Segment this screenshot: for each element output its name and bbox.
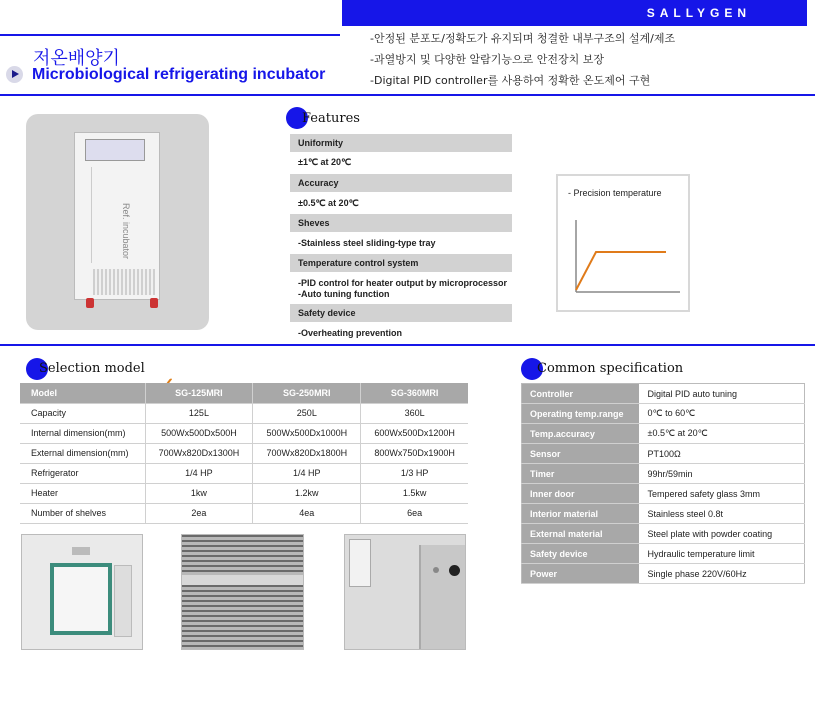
spec-key: Power	[522, 564, 639, 584]
spec-key: Sensor	[522, 444, 639, 464]
table-header: SG-125MRI	[145, 383, 253, 403]
table-cell: 1/3 HP	[361, 463, 468, 483]
table-header: SG-360MRI	[361, 383, 468, 403]
table-cell: Number of shelves	[20, 503, 145, 523]
divider-middle	[0, 344, 815, 346]
spec-value: Steel plate with powder coating	[639, 524, 805, 544]
table-cell: 500Wx500Dx1000H	[253, 423, 361, 443]
spec-key: Safety device	[522, 544, 639, 564]
table-row	[522, 464, 805, 484]
wheel-icon	[150, 298, 158, 308]
table-cell: 1.5kw	[361, 483, 468, 503]
title-korean: 저온배양기	[33, 48, 120, 69]
common-title: Common specification	[537, 361, 684, 376]
table-header: SG-250MRI	[253, 383, 361, 403]
feature-value: ±1℃ at 20℃	[298, 157, 352, 167]
feature-value: -Stainless steel sliding-type tray	[298, 238, 436, 248]
table-cell: 360L	[361, 403, 468, 423]
table-row	[20, 483, 468, 503]
selection-title: Selection model	[39, 361, 145, 376]
spec-key: Timer	[522, 464, 639, 484]
table-row	[20, 423, 468, 443]
photo-open-chamber	[21, 534, 143, 650]
table-cell: 500Wx500Dx500H	[145, 423, 253, 443]
table-cell: 4ea	[253, 503, 361, 523]
table-cell: Heater	[20, 483, 145, 503]
spec-value: Single phase 220V/60Hz	[639, 564, 805, 584]
table-row	[522, 484, 805, 504]
table-row	[522, 564, 805, 584]
control-panel	[72, 547, 90, 555]
title-english: Microbiological refrigerating incubator	[32, 66, 326, 83]
cabinet-grill	[93, 269, 155, 295]
feature-heading: Uniformity	[290, 134, 512, 152]
spec-value: Stainless steel 0.8t	[639, 504, 805, 524]
feature-value: -Overheating prevention	[298, 328, 403, 338]
precision-graph	[556, 174, 690, 312]
table-cell: Internal dimension(mm)	[20, 423, 145, 443]
intro-bullet: -안정된 분포도/정확도가 유지되며 청결한 내부구조의 설계/제조	[370, 32, 676, 45]
spec-value: 0℃ to 60℃	[639, 404, 805, 424]
spec-key: Controller	[522, 384, 639, 404]
spec-key: Interior material	[522, 504, 639, 524]
table-header: Model	[20, 383, 145, 403]
table-cell: Refrigerator	[20, 463, 145, 483]
feature-heading: Safety device	[290, 304, 512, 322]
table-cell: 2ea	[145, 503, 253, 523]
spec-table	[521, 383, 805, 584]
knob-icon	[449, 565, 460, 576]
side-panel	[419, 545, 466, 650]
spec-value: PT100Ω	[639, 444, 805, 464]
play-icon	[6, 66, 23, 83]
table-cell: 1/4 HP	[145, 463, 253, 483]
table-cell: 700Wx820Dx1300H	[145, 443, 253, 463]
table-cell: 600Wx500Dx1200H	[361, 423, 468, 443]
table-row	[522, 504, 805, 524]
intro-bullet: -Digital PID controller를 사용하여 정확한 온도제어 구현	[370, 74, 651, 87]
feature-value: ±0.5℃ at 20℃	[298, 198, 359, 208]
open-door	[114, 565, 132, 637]
intro-bullet: -과열방지 및 다양한 알람기능으로 안전장치 보장	[370, 53, 604, 66]
table-row	[522, 524, 805, 544]
spec-value: Tempered safety glass 3mm	[639, 484, 805, 504]
cabinet-door	[78, 167, 92, 263]
table-cell: 700Wx820Dx1800H	[253, 443, 361, 463]
spec-key: Inner door	[522, 484, 639, 504]
switch-icon	[433, 567, 439, 573]
table-cell: Capacity	[20, 403, 145, 423]
spec-value: Digital PID auto tuning	[639, 384, 805, 404]
incubator-cabinet	[74, 132, 160, 300]
table-cell: 125L	[145, 403, 253, 423]
cabinet-label: Ref. incubator	[121, 203, 131, 260]
table-row	[522, 384, 805, 404]
divider-top	[0, 94, 815, 96]
precision-label: - Precision temperature	[568, 188, 662, 198]
spec-value: 99hr/59min	[639, 464, 805, 484]
table-row	[522, 424, 805, 444]
table-cell: 1.2kw	[253, 483, 361, 503]
feature-heading: Accuracy	[290, 174, 512, 192]
feature-heading: Sheves	[290, 214, 512, 232]
table-cell: External dimension(mm)	[20, 443, 145, 463]
table-row	[522, 404, 805, 424]
brand-name: SALLYGEN	[646, 6, 751, 20]
table-row	[20, 403, 468, 423]
table-row	[20, 463, 468, 483]
feature-heading: Temperature control system	[290, 254, 512, 272]
table-cell: 800Wx750Dx1900H	[361, 443, 468, 463]
intro-bullets	[370, 30, 675, 93]
spec-key: External material	[522, 524, 639, 544]
table-row	[20, 443, 468, 463]
table-cell: 250L	[253, 403, 361, 423]
feature-value: -Auto tuning function	[298, 289, 390, 299]
table-cell: 1kw	[145, 483, 253, 503]
spec-key: Temp.accuracy	[522, 424, 639, 444]
control-panel	[85, 139, 145, 161]
table-header-row	[20, 383, 468, 403]
top-brand-bar	[342, 0, 807, 26]
shelf-rail	[182, 575, 304, 585]
table-row	[522, 544, 805, 564]
product-image	[26, 114, 209, 330]
photo-shelves	[181, 534, 304, 650]
table-cell: 1/4 HP	[253, 463, 361, 483]
spec-key: Operating temp.range	[522, 404, 639, 424]
panel-display	[349, 539, 371, 587]
features-title: Features	[302, 111, 360, 126]
selection-table	[20, 383, 468, 524]
photo-controller	[344, 534, 466, 650]
wheel-icon	[86, 298, 94, 308]
precision-curve	[558, 176, 688, 310]
spec-value: Hydraulic temperature limit	[639, 544, 805, 564]
chamber-interior	[50, 563, 112, 635]
title-underline	[0, 34, 340, 36]
spec-value: ±0.5℃ at 20℃	[639, 424, 805, 444]
table-row	[20, 503, 468, 523]
table-row	[522, 444, 805, 464]
table-cell: 6ea	[361, 503, 468, 523]
feature-value: -PID control for heater output by microprocessor	[298, 278, 508, 288]
